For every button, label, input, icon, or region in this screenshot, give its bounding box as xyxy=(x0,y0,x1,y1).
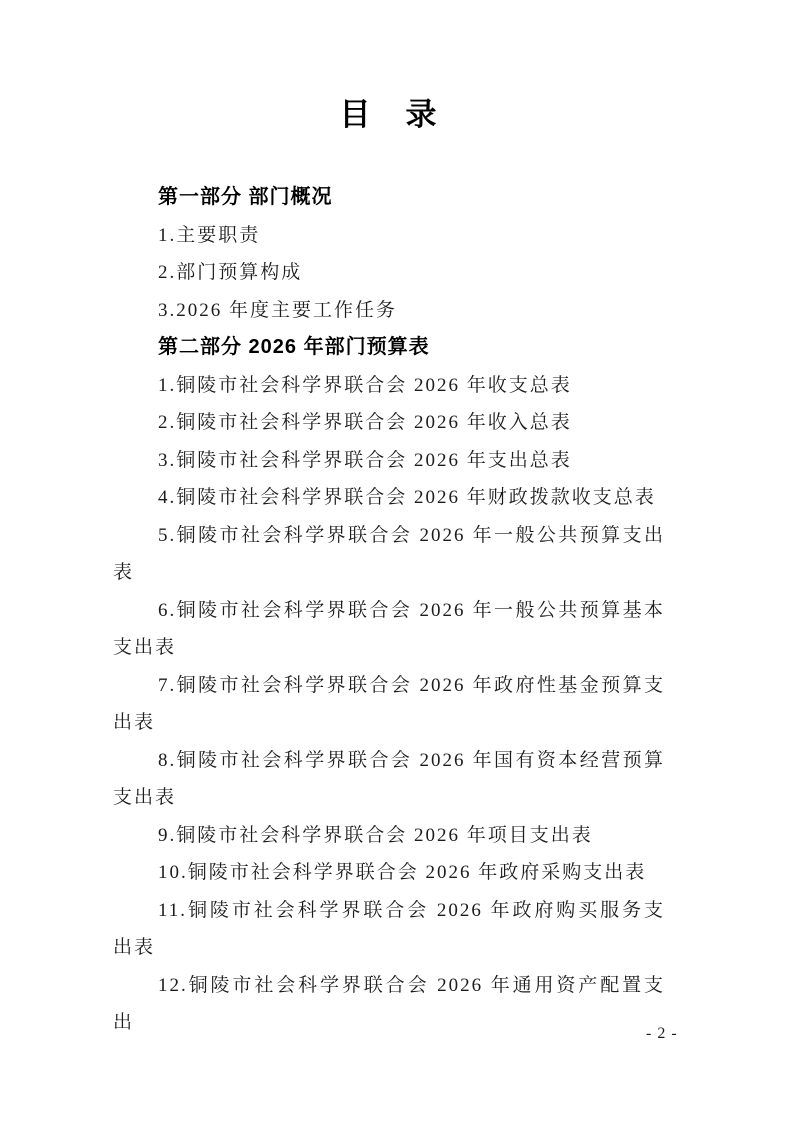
toc-item: 5.铜陵市社会科学界联合会 2026 年一般公共预算支出表 xyxy=(113,524,665,583)
toc-item: 8.铜陵市社会科学界联合会 2026 年国有资本经营预算支出表 xyxy=(113,749,665,808)
toc-item: 1.铜陵市社会科学界联合会 2026 年收支总表 xyxy=(158,374,572,396)
page-title: 目 录 xyxy=(339,97,439,132)
toc-item: 3.铜陵市社会科学界联合会 2026 年支出总表 xyxy=(158,449,572,471)
toc-item: 2.铜陵市社会科学界联合会 2026 年收入总表 xyxy=(158,412,572,433)
toc-item: 4.铜陵市社会科学界联合会 2026 年财政拨款收支总表 xyxy=(158,487,656,508)
toc-item: 11.铜陵市社会科学界联合会 2026 年政府购买服务支出表 xyxy=(113,899,665,958)
toc-item: 12.铜陵市社会科学界联合会 2026 年通用资产配置支出 xyxy=(113,974,665,1033)
toc-item: 1.主要职责 xyxy=(158,224,261,246)
toc-section-heading-part1: 第一部分 部门概况 xyxy=(158,186,333,208)
toc-item: 9.铜陵市社会科学界联合会 2026 年项目支出表 xyxy=(158,824,593,846)
toc-content xyxy=(113,0,665,1042)
toc-item: 6.铜陵市社会科学界联合会 2026 年一般公共预算基本支出表 xyxy=(113,599,665,658)
toc-item: 7.铜陵市社会科学界联合会 2026 年政府性基金预算支出表 xyxy=(113,674,665,733)
toc-item: 2.部门预算构成 xyxy=(158,262,303,283)
toc-item: 10.铜陵市社会科学界联合会 2026 年政府采购支出表 xyxy=(158,862,647,883)
toc-item: 3.2026 年度主要工作任务 xyxy=(158,299,398,321)
page-number: - 2 - xyxy=(646,1025,678,1042)
toc-section-heading-part2: 第二部分 2026 年部门预算表 xyxy=(158,336,430,358)
